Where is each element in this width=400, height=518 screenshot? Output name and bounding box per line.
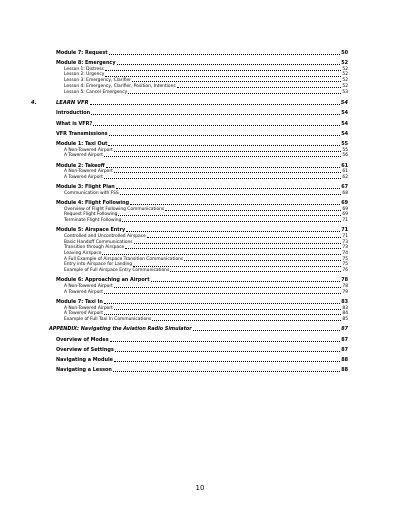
toc-entry-title: Lesson 4: Emergency, Clarifier, Position, Intentions [64,83,176,89]
dot-leader [114,151,342,152]
toc-entry-title: Module 6: Approaching an Airport [56,277,150,284]
toc-entry-page: 73 [342,245,348,251]
toc-entry-title: A Towered Airport [64,174,103,180]
dot-leader [117,64,341,65]
toc-entry-page: 52 [342,78,348,84]
toc-entry-title: Lesson 3: Emergency, Clarifier [64,78,132,84]
page-number: 10 [195,484,205,492]
toc-entry-title: Lesson 5: Cancel Emergency [64,89,128,95]
dot-leader [91,114,340,115]
toc-entry-page: 73 [342,239,348,245]
toc-entry-page: 78 [341,277,348,284]
toc-entry-page: 69 [341,200,348,207]
toc-entry-title: Overview of Flight Following Communications [64,206,165,212]
dot-leader [193,330,340,331]
toc-entry-title: Module 3: Flight Plan [56,184,115,191]
toc-entry-title: Request Flight Following [64,212,118,218]
toc-entry-page: 55 [341,140,348,147]
toc-entry [56,175,348,181]
toc-entry-title: Controlled and Uncontrolled Airspace [64,233,146,239]
toc-entry [56,347,348,354]
dot-leader [170,271,341,272]
toc-entry-title: A Towered Airport [64,153,103,159]
toc-entry-page: 74 [342,251,348,257]
toc-entry-page: 75 [342,262,348,268]
toc-entry-title: Example of Full Taxi In Communications [64,317,152,323]
toc-entry [56,227,348,234]
toc-entry-page: 79 [342,289,348,295]
toc-entry [56,218,348,224]
dot-leader [113,371,340,372]
dot-leader [110,341,341,342]
toc-entry-title: Basic Handoff Communications [64,239,133,245]
toc-entry-page: 53 [342,89,348,95]
toc-entry-title: A Towered Airport [64,311,103,317]
toc-entry-title: Lesson 2: Urgency [64,72,105,78]
toc-entry-page: 54 [341,120,348,127]
dot-leader [114,287,342,288]
dot-leader [130,204,340,205]
toc-entry [56,184,348,191]
toc-entry-title: Transition through Airspace [64,245,125,251]
toc-entry-page: 54 [340,99,348,106]
toc-entry-page: 83 [341,299,348,306]
toc-entry-title: Overview of Modes [56,336,109,343]
toc-entry-page: 54 [341,110,348,117]
toc-entry-title: Module 1: Taxi Out [56,140,108,147]
toc-entry [31,100,348,107]
toc-entry-title: Terminate Flight Following [64,218,122,224]
toc-entry [56,191,348,197]
toc-entry-title: Module 8: Emergency [56,60,116,67]
toc-entry-page: 69 [342,206,348,212]
toc-entry-page: 62 [342,174,348,180]
toc-entry-title: LEARN VFR [56,99,89,106]
toc-entry-page: 84 [342,311,348,317]
toc-entry-page: 54 [341,130,348,137]
toc-entry [56,268,348,274]
toc-entry-page: 52 [342,72,348,78]
toc-entry [56,153,348,159]
dot-leader [128,93,341,94]
dot-leader [132,81,341,82]
dot-leader [106,167,340,168]
toc-entry-title: APPENDIX: Navigating the Aviation Radio Simulator [49,326,192,333]
toc-entry-title: What is VFR? [56,120,93,127]
toc-entry-page: 69 [342,212,348,218]
toc-entry-page: 68 [342,190,348,196]
dot-leader [165,210,341,211]
toc-entry-page: 87 [341,346,348,353]
toc-entry [56,337,348,344]
toc-entry-title: Module 7: Request [56,50,108,56]
dot-leader [104,178,341,179]
dot-leader [125,248,341,249]
toc-entry-title: A Towered Airport [64,289,103,295]
toc-entry-page: 52 [341,60,348,67]
dot-leader [102,254,341,255]
toc-entry-title: Communication with FSS [64,190,119,196]
toc-entry-title: Navigating a Lesson [56,367,112,374]
toc-entry-title: Module 7: Taxi In [56,299,103,306]
toc-entry-title: Navigating a Module [56,356,113,363]
table-of-contents [31,50,348,374]
toc-entry [56,299,348,306]
dot-leader [104,314,341,315]
dot-leader [184,260,341,261]
toc-entry-page: 76 [342,268,348,274]
toc-entry-page: 87 [341,326,348,333]
toc-entry-title: A Non-Towered Airport [64,284,113,290]
dot-leader [114,309,342,310]
toc-entry-title: Example of Full Airspace Entry Communications [64,268,170,274]
toc-entry-page: 78 [342,284,348,290]
toc-entry-title: Lesson 1: Distress [64,66,104,72]
toc-entry-page: 75 [342,256,348,262]
toc-entry-title: A Full Example of Airspace Transition Communications [64,256,184,262]
toc-entry [56,290,348,296]
toc-entry-title: Module 5: Airspace Entry [56,227,126,234]
toc-entry-page: 50 [341,50,348,56]
toc-entry [56,357,348,364]
toc-entry-title: A Non-Towered Airport [64,147,113,153]
dot-leader [177,87,342,88]
toc-entry-title: Introduction [56,110,91,117]
dot-leader [93,125,340,126]
toc-entry-page: 52 [342,83,348,89]
toc-entry [56,141,348,148]
toc-entry [56,110,348,117]
dot-leader [104,156,341,157]
dot-leader [105,76,341,77]
dot-leader [151,281,341,282]
dot-leader [114,172,342,173]
toc-entry [56,90,348,96]
dot-leader [126,231,340,232]
toc-entry-page: 87 [341,336,348,343]
dot-leader [147,237,342,238]
toc-entry-page: 67 [341,184,348,191]
toc-entry-page: 71 [341,227,348,234]
toc-entry-page: 55 [342,147,348,153]
toc-entry-page: 71 [342,218,348,224]
dot-leader [114,361,340,362]
toc-entry [56,367,348,374]
dot-leader [134,243,342,244]
toc-entry [56,200,348,207]
toc-entry-page: 83 [342,305,348,311]
toc-entry-page: 61 [341,162,348,169]
toc-entry-title: Overview of Settings [56,346,114,353]
toc-entry-title: VFR Transmissions [56,130,108,137]
toc-entry-page: 61 [342,169,348,175]
toc-entry-title: A Non-Towered Airport [64,305,113,311]
toc-entry-title: Leaving Airspace [64,251,102,257]
toc-entry-title: Module 2: Takeoff [56,162,105,169]
toc-entry [56,317,348,323]
dot-leader [118,215,341,216]
dot-leader [108,145,340,146]
toc-entry [56,121,348,128]
toc-entry-title: Entry into Airspace for Landing [64,262,133,268]
toc-section-number: 4. [31,99,37,106]
toc-entry [56,131,348,138]
dot-leader [104,303,340,304]
toc-entry [56,60,348,67]
toc-entry-title: Module 4: Flight Following [56,200,130,207]
toc-entry [49,326,348,333]
dot-leader [116,188,340,189]
dot-leader [104,293,341,294]
toc-entry-page: 56 [342,153,348,159]
toc-entry-page: 52 [342,66,348,72]
toc-entry-page: 88 [341,367,348,374]
dot-leader [109,135,341,136]
toc-entry-title: A Non-Towered Airport [64,169,113,175]
toc-entry-page: 88 [341,356,348,363]
dot-leader [133,266,341,267]
dot-leader [115,351,340,352]
toc-entry-page: 85 [342,317,348,323]
dot-leader [152,320,341,321]
toc-entry [56,50,348,57]
dot-leader [90,104,340,105]
dot-leader [105,70,342,71]
toc-entry-page: 71 [342,233,348,239]
dot-leader [120,194,342,195]
dot-leader [109,54,341,55]
dot-leader [122,221,341,222]
